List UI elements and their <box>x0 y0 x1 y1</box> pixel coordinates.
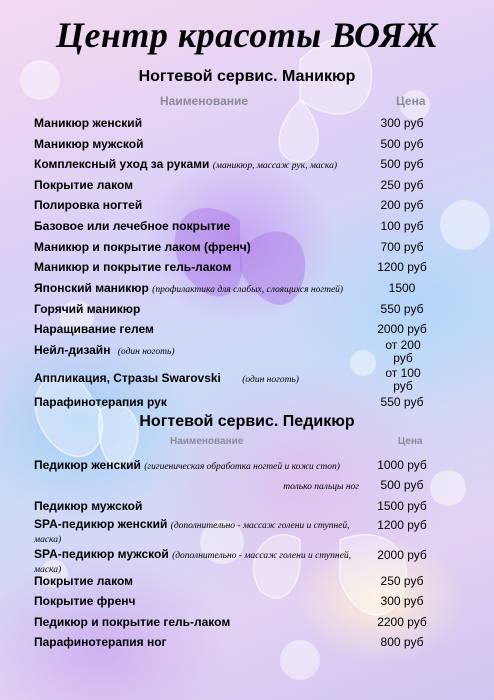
table-row <box>34 198 454 218</box>
service-price: 500 руб <box>380 478 424 492</box>
service-name-text: SPA-педикюр мужской <box>34 547 169 561</box>
pedicure-section-title: Ногтевой сервис. Педикюр <box>139 413 355 430</box>
service-price: 1000 руб <box>377 458 427 472</box>
service-note: (гигиеническая обработка ногтей и кожи стоп) <box>144 462 340 472</box>
service-name-text: Базовое или лечебное покрытие <box>34 219 231 233</box>
service-name-text: Аппликация, Стразы Swarovski <box>34 371 221 385</box>
table-row <box>34 366 454 393</box>
service-name <box>34 116 142 130</box>
table-row <box>34 116 454 136</box>
service-price: 2000 руб <box>377 322 427 336</box>
service-name-text: Педикюр мужской <box>34 499 143 513</box>
service-name <box>34 260 231 274</box>
manicure-section-title: Ногтевой сервис. Маникюр <box>138 68 356 85</box>
table-row <box>34 219 454 239</box>
service-price: от 200 руб <box>385 338 421 365</box>
service-name <box>34 615 230 629</box>
service-name <box>34 240 251 254</box>
service-price: 700 руб <box>380 240 424 254</box>
service-name <box>34 548 364 576</box>
service-note: (дополнительно - массаж голени и ступней, маска) <box>34 551 351 575</box>
service-name <box>34 635 167 649</box>
service-price: 2000 руб <box>377 548 427 562</box>
table-row <box>34 178 454 198</box>
service-name-text: Маникюр и покрытие лаком (френч) <box>34 240 251 254</box>
service-name-text: Педикюр женский <box>34 458 141 472</box>
service-name-text: Маникюр мужской <box>34 137 144 151</box>
service-price: 800 руб <box>380 635 424 649</box>
service-name <box>34 343 174 357</box>
service-name <box>34 302 140 316</box>
service-name <box>34 371 299 385</box>
table-row <box>34 478 454 498</box>
service-name-text: SPA-педикюр женский <box>34 517 168 531</box>
page-title: Центр красоты ВОЯЖ <box>55 15 439 55</box>
service-note: (один ноготь) <box>117 347 175 357</box>
service-name-text: Нейл-дизайн <box>34 343 111 357</box>
service-name <box>34 499 142 513</box>
table-row <box>34 137 454 157</box>
service-name <box>34 157 337 171</box>
table-row <box>34 395 454 415</box>
service-note: (один ноготь) <box>242 375 299 385</box>
service-name-text: Покрытие лаком <box>34 574 133 588</box>
table-row <box>34 302 454 322</box>
service-name-text: Японский маникюр <box>34 281 149 295</box>
service-name <box>34 198 142 212</box>
table-row <box>34 574 454 594</box>
table-row <box>34 240 454 260</box>
table-row <box>34 615 454 635</box>
table-row <box>34 635 454 655</box>
service-note: только пальцы ног <box>283 482 359 492</box>
service-note: (маникюр, массаж рук, маска) <box>212 161 337 171</box>
service-price: 200 руб <box>380 198 424 212</box>
service-name-text: Маникюр женский <box>34 116 143 130</box>
service-name-text: Парафинотерапия рук <box>34 395 167 409</box>
service-price: 1200 руб <box>377 518 427 532</box>
service-price: 300 руб <box>380 116 424 130</box>
service-price: 550 руб <box>380 302 424 316</box>
service-price: 500 руб <box>380 137 424 151</box>
service-name <box>34 281 343 295</box>
service-name <box>34 322 154 336</box>
service-price: 250 руб <box>380 178 424 192</box>
service-name-text: Маникюр и покрытие гель-лаком <box>34 260 232 274</box>
table-row <box>34 547 454 575</box>
service-price: 1500 руб <box>377 499 427 513</box>
service-name-text: Педикюр и покрытие гель-лаком <box>34 615 231 629</box>
manicure-col-price: Цена <box>396 94 426 108</box>
service-price: 250 руб <box>380 574 424 588</box>
pedicure-col-name: Наименование <box>170 436 244 447</box>
service-name <box>34 395 167 409</box>
pedicure-col-price: Цена <box>398 436 423 447</box>
service-name <box>34 137 143 151</box>
service-price: от 100 руб <box>385 366 421 393</box>
service-name <box>34 594 136 608</box>
manicure-col-name: Наименование <box>160 94 249 108</box>
table-row <box>34 281 454 301</box>
service-price: 2200 руб <box>377 615 427 629</box>
service-name <box>34 458 340 472</box>
service-name-text: Горячий маникюр <box>34 302 141 316</box>
service-note: (профилактика для слабых, слоящихся ногтей) <box>152 285 344 295</box>
service-price: 1500 <box>388 281 416 295</box>
service-name-text: Комплексный уход за руками <box>34 157 210 171</box>
table-row <box>34 594 454 614</box>
service-name <box>283 478 359 492</box>
service-name <box>34 178 133 192</box>
table-row <box>34 260 454 280</box>
service-name-text: Покрытие лаком <box>34 178 133 192</box>
service-price: 1200 руб <box>377 260 427 274</box>
service-name-text: Парафинотерапия ног <box>34 635 167 649</box>
table-row <box>34 517 454 545</box>
table-row <box>34 458 454 478</box>
service-name <box>34 219 230 233</box>
table-row <box>34 499 454 519</box>
table-row <box>34 338 454 365</box>
service-price: 500 руб <box>380 157 424 171</box>
service-price: 100 руб <box>380 219 424 233</box>
service-name-text: Покрытие френч <box>34 594 136 608</box>
service-name-text: Полировка ногтей <box>34 198 143 212</box>
service-name-text: Наращивание гелем <box>34 322 154 336</box>
service-price: 300 руб <box>380 594 424 608</box>
service-name <box>34 574 133 588</box>
table-row <box>34 157 454 177</box>
service-price: 550 руб <box>380 395 424 409</box>
service-name <box>34 518 364 546</box>
service-note: (дополнительно - массаж голени и ступней, маска) <box>34 521 350 545</box>
